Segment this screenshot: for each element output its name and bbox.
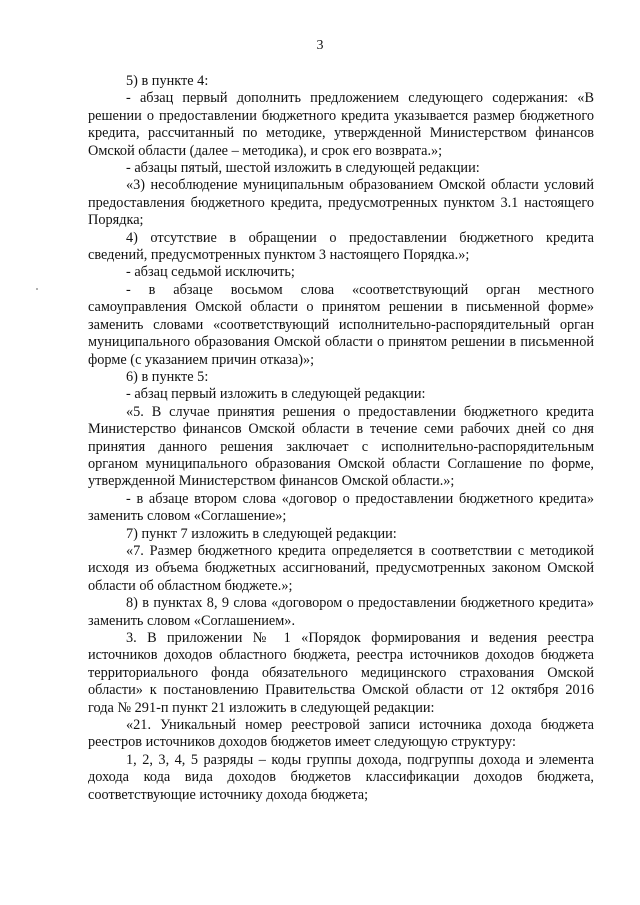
paragraph: - абзац первый дополнить предложением следующего содержания: «В решении о предоставлении бюджетного кредита указывается размер бюджетного кредита, рассчитанный по методике, утвержденной Министерством финансов Омской области (далее – методика), и срок его возврата.»;	[88, 90, 594, 159]
document-body	[88, 73, 594, 804]
paragraph: - абзацы пятый, шестой изложить в следующей редакции:	[126, 160, 480, 177]
paragraph: 4) отсутствие в обращении о предоставлении бюджетного кредита сведений, предусмотренных пунктом 3 настоящего Порядка.»;	[88, 229, 594, 264]
paragraph: - в абзаце восьмом слова «соответствующий орган местного самоуправления Омской области о принятом решении в письменной форме» заменить словами «соответствующий исполнительно-распорядительный орган муниципального образования Омской области о принятом решении в письменной форме (с указанием причин отказа)»;	[88, 281, 594, 368]
paragraph: - абзац седьмой исключить;	[126, 264, 295, 281]
page-number: 3	[316, 38, 324, 53]
paragraph: «3) несоблюдение муниципальным образованием Омской области условий предоставления бюджетного кредита, предусмотренных пунктом 3.1 настоящего Порядка;	[88, 177, 594, 229]
scan-speck	[36, 288, 38, 290]
paragraph: «7. Размер бюджетного кредита определяется в соответствии с методикой исходя из объема бюджетных ассигнований, предусмотренных законом Омской области об областном бюджете.»;	[88, 542, 594, 594]
paragraph: 7) пункт 7 изложить в следующей редакции:	[126, 525, 397, 542]
paragraph: - абзац первый изложить в следующей редакции:	[126, 386, 426, 403]
paragraph: 8) в пунктах 8, 9 слова «договором о предоставлении бюджетного кредита» заменить словом «Соглашением».	[88, 595, 594, 629]
paragraph: «5. В случае принятия решения о предоставлении бюджетного кредита Министерство финансов Омской области в течение семи рабочих дней со дня принятия данного решения заключает с исполнительно-распорядительным органом муниципального образования Омской области Соглашение по форме, утвержденной Министерством финансов Омской области.»;	[88, 403, 594, 490]
paragraph: 5) в пункте 4:	[126, 73, 209, 89]
paragraph: 3. В приложении № 1 «Порядок формирования и ведения реестра источников доходов областного бюджета, реестра источников доходов бюджета территориального фонда обязательного медицинского страхования Омской области» к постановлению Правительства Омской области от 12 октября 2016 года № 291-п пункт 21 изложить в следующей редакции:	[88, 630, 594, 716]
paragraph: 6) в пункте 5:	[126, 368, 209, 385]
paragraph: - в абзаце втором слова «договор о предоставлении бюджетного кредита» заменить словом «Соглашение»;	[88, 490, 594, 525]
paragraph: 1, 2, 3, 4, 5 разряды – коды группы дохода, подгруппы дохода и элемента дохода кода вида доходов бюджетов классификации доходов бюджета, соответствующие источнику дохода бюджета;	[88, 751, 594, 803]
paragraph: «21. Уникальный номер реестровой записи источника дохода бюджета реестров источников доходов бюджетов имеет следующую структуру:	[88, 717, 594, 751]
